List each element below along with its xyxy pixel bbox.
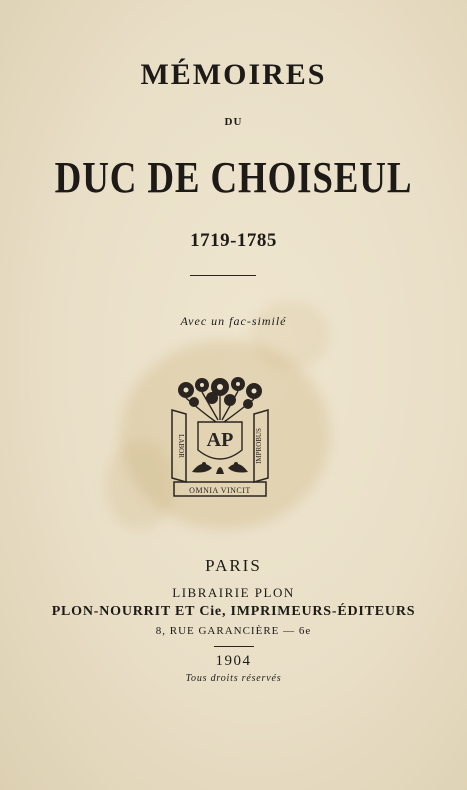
printers-line: PLON-NOURRIT ET Cie, IMPRIMEURS-ÉDITEURS (51, 604, 416, 619)
emblem-monogram: AP (206, 429, 234, 451)
publisher-emblem (168, 376, 272, 504)
rights-notice: Tous droits réservés (185, 673, 282, 684)
divider-rule (190, 275, 256, 276)
publisher-address: 8, RUE GARANCIÈRE — 6e (155, 625, 312, 637)
svg-text:LABOR: LABOR (177, 434, 185, 458)
paper-stain (105, 440, 175, 530)
publisher-name: LIBRAIRIE PLON (172, 585, 295, 600)
svg-text:IMPROBUS: IMPROBUS (255, 428, 263, 464)
title-top: MÉMOIRES (140, 58, 327, 91)
years: 1719-1785 (190, 230, 277, 251)
svg-text:OMNIA VINCIT: OMNIA VINCIT (189, 486, 251, 495)
publication-place: PARIS (205, 556, 262, 575)
main-title: DUC DE CHOISEUL (54, 153, 413, 202)
publication-year: 1904 (215, 653, 252, 669)
paper-stain (250, 300, 330, 370)
facsimile-note: Avec un fac-similé (180, 314, 287, 328)
small-divider-rule (214, 646, 254, 647)
title-connector: DU (224, 116, 243, 128)
